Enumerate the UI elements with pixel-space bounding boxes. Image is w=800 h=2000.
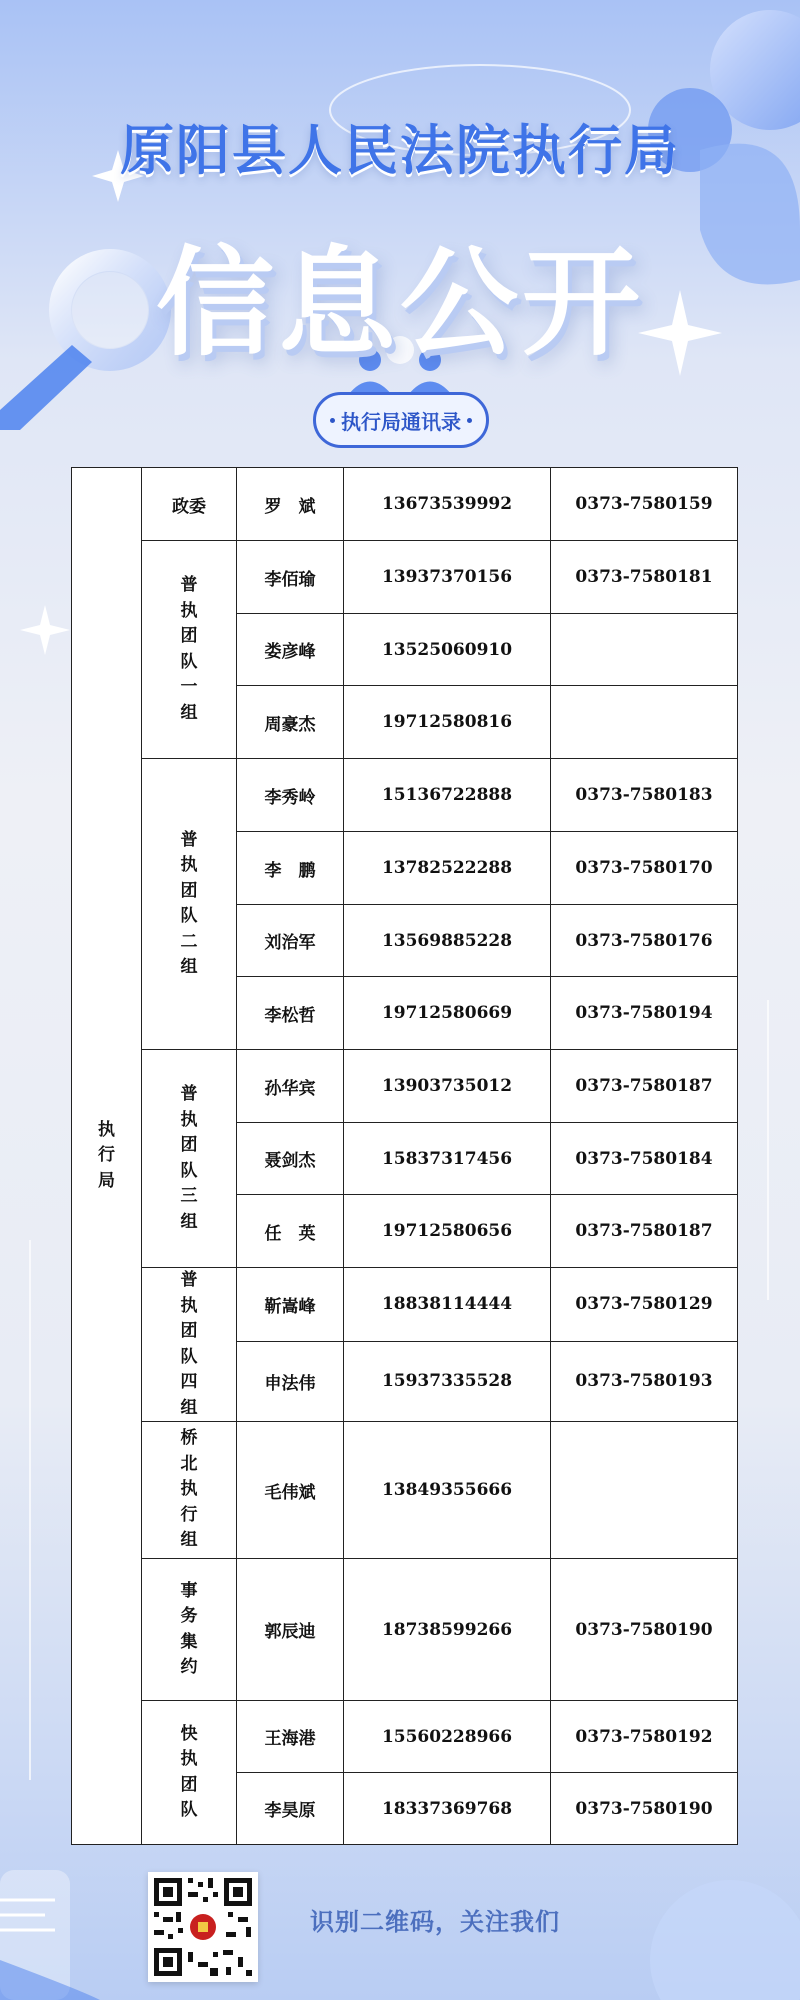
- office-number: 0373-7580187: [551, 1195, 738, 1268]
- member-name: 娄彦峰: [237, 614, 344, 686]
- office-number: 0373-7580187: [551, 1050, 738, 1123]
- member-name: 李秀岭: [237, 759, 344, 832]
- office-number: 0373-7580192: [551, 1701, 738, 1773]
- mobile-number: 13849355666: [344, 1422, 551, 1559]
- office-number: 0373-7580184: [551, 1123, 738, 1195]
- table-row: [72, 1268, 738, 1342]
- mobile-number: 13782522288: [344, 832, 551, 905]
- mobile-number: 13673539992: [344, 468, 551, 541]
- qr-code-icon: [148, 1872, 258, 1982]
- bullet-dot-icon: [330, 418, 335, 423]
- office-number: 0373-7580129: [551, 1268, 738, 1342]
- contact-directory-table: [71, 467, 738, 1845]
- mobile-number: 13525060910: [344, 614, 551, 686]
- member-name: 申法伟: [237, 1341, 344, 1421]
- member-name: 靳嵩峰: [237, 1268, 344, 1342]
- page-title: 原阳县人民法院执行局: [120, 119, 680, 182]
- mobile-number: 19712580656: [344, 1195, 551, 1268]
- member-name: 刘治军: [237, 905, 344, 977]
- office-number: [551, 1422, 738, 1559]
- mobile-number: 19712580669: [344, 977, 551, 1050]
- member-name: 李 鹏: [237, 832, 344, 905]
- office-number: 0373-7580181: [551, 541, 738, 614]
- mobile-number: 13937370156: [344, 541, 551, 614]
- group-cell: 政委: [142, 468, 237, 541]
- table-row: [72, 1050, 738, 1123]
- member-name: 王海港: [237, 1701, 344, 1773]
- member-name: 周豪杰: [237, 686, 344, 759]
- office-number: 0373-7580183: [551, 759, 738, 832]
- table-row: [72, 1422, 738, 1559]
- office-number: 0373-7580190: [551, 1559, 738, 1701]
- mobile-number: 15937335528: [344, 1341, 551, 1421]
- office-number: 0373-7580159: [551, 468, 738, 541]
- table-row: [72, 1701, 738, 1773]
- group-cell: 普执团队四组: [142, 1268, 237, 1422]
- mobile-number: 15560228966: [344, 1701, 551, 1773]
- member-name: 任 英: [237, 1195, 344, 1268]
- member-name: 聂剑杰: [237, 1123, 344, 1195]
- qr-code[interactable]: [148, 1872, 258, 1982]
- group-cell: 普执团队三组: [142, 1050, 237, 1268]
- table-row: [72, 1559, 738, 1701]
- footer-cta: 识别二维码，关注我们: [310, 1908, 560, 1936]
- group-cell: 事务集约: [142, 1559, 237, 1701]
- bullet-dot-icon: [467, 418, 472, 423]
- mobile-number: 15837317456: [344, 1123, 551, 1195]
- office-number: [551, 686, 738, 759]
- member-name: 孙华宾: [237, 1050, 344, 1123]
- mobile-number: 18838114444: [344, 1268, 551, 1342]
- section-label: 执行局通讯录: [341, 409, 461, 434]
- office-number: 0373-7580193: [551, 1341, 738, 1421]
- mobile-number: 18738599266: [344, 1559, 551, 1701]
- member-name: 罗 斌: [237, 468, 344, 541]
- table-row: [72, 541, 738, 614]
- group-cell: 普执团队二组: [142, 759, 237, 1050]
- table-row: [72, 759, 738, 832]
- mobile-number: 15136722888: [344, 759, 551, 832]
- mobile-number: 19712580816: [344, 686, 551, 759]
- office-number: 0373-7580176: [551, 905, 738, 977]
- member-name: 李松哲: [237, 977, 344, 1050]
- page-subtitle: 信息公开: [155, 234, 644, 372]
- member-name: 毛伟斌: [237, 1422, 344, 1559]
- group-cell: 桥北执行组: [142, 1422, 237, 1559]
- mobile-number: 13903735012: [344, 1050, 551, 1123]
- member-name: 郭辰迪: [237, 1559, 344, 1701]
- section-label-pill: [313, 392, 489, 448]
- department-cell: 执行局: [72, 468, 142, 1845]
- group-cell: 快执团队: [142, 1701, 237, 1845]
- member-name: 李昊原: [237, 1773, 344, 1845]
- office-number: 0373-7580190: [551, 1773, 738, 1845]
- table-row: [72, 468, 738, 541]
- mobile-number: 18337369768: [344, 1773, 551, 1845]
- office-number: 0373-7580170: [551, 832, 738, 905]
- office-number: 0373-7580194: [551, 977, 738, 1050]
- member-name: 李佰瑜: [237, 541, 344, 614]
- office-number: [551, 614, 738, 686]
- mobile-number: 13569885228: [344, 905, 551, 977]
- group-cell: 普执团队一组: [142, 541, 237, 759]
